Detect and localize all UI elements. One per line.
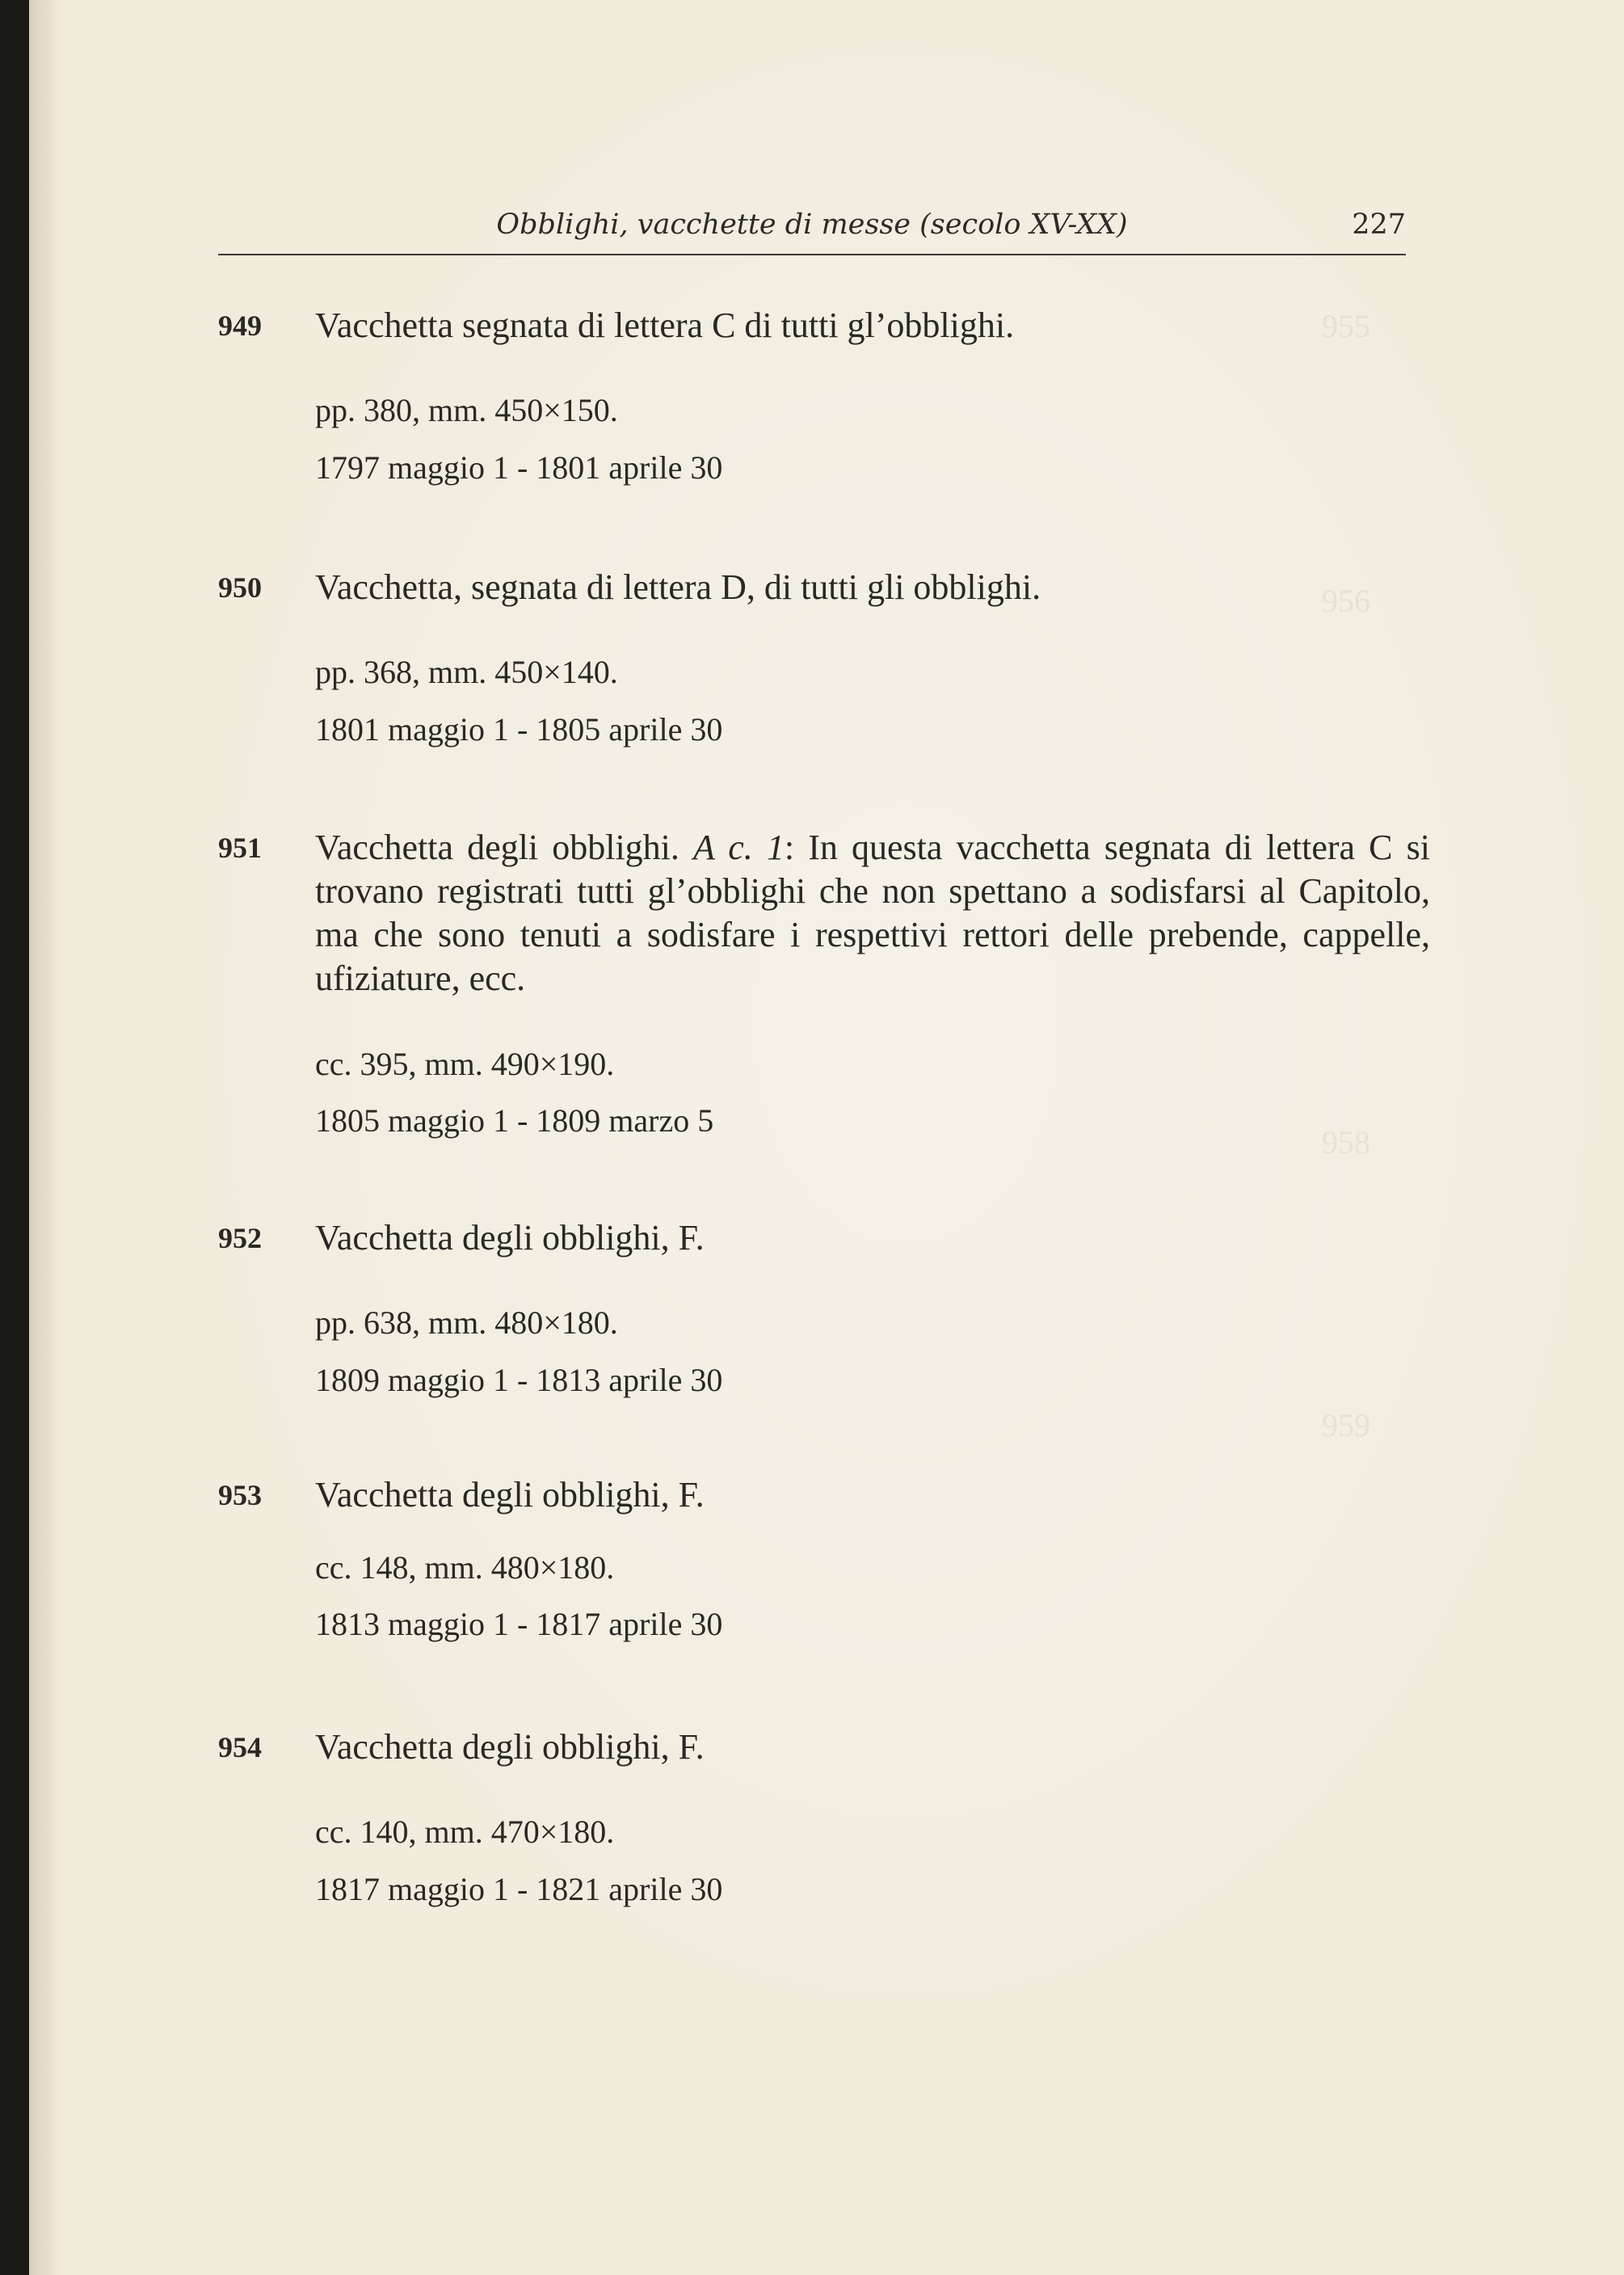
show-through-bleed: 956 [1322, 583, 1370, 619]
entry-title [315, 826, 1430, 1001]
running-head-title: Obblighi, vacchette di messe (secolo XV-XX) [496, 209, 1128, 241]
entry-title-folio-ref: A c. 1 [693, 828, 785, 867]
entry-extent: cc. 395, mm. 490×190. [315, 1046, 615, 1082]
entry-number: 954 [218, 1731, 262, 1763]
entry-extent: cc. 140, mm. 470×180. [315, 1814, 615, 1850]
entry-title-description: : In questa vacchetta segnata di lettera C si trovano registrati tutti gl’obblighi che non spettano a sodisfarsi al Capitolo, ma che sono tenuti a sodisfare i respettivi rettori delle prebende, cappelle, ufiziature, ecc. [315, 828, 1430, 998]
entry-title: Vacchetta degli obblighi, F. [315, 1218, 705, 1258]
document-page [29, 0, 1624, 2275]
entry-dates: 1813 maggio 1 - 1817 aprile 30 [315, 1606, 723, 1642]
show-through-bleed: 958 [1322, 1124, 1370, 1161]
running-head [218, 209, 1406, 255]
entry-number: 953 [218, 1479, 262, 1511]
entry-title: Vacchetta, segnata di lettera D, di tutti gli obblighi. [315, 567, 1041, 607]
entry-title: Vacchetta degli obblighi, F. [315, 1727, 705, 1767]
entry-dates: 1797 maggio 1 - 1801 aprile 30 [315, 449, 723, 486]
entry-extent: pp. 368, mm. 450×140. [315, 654, 618, 690]
entry-number: 950 [218, 571, 262, 604]
entry-dates: 1805 maggio 1 - 1809 marzo 5 [315, 1102, 714, 1139]
show-through-bleed: 959 [1322, 1407, 1370, 1443]
entry-extent: pp. 638, mm. 480×180. [315, 1304, 618, 1341]
show-through-bleed: 955 [1322, 308, 1370, 344]
entry-number: 952 [218, 1222, 262, 1254]
entry-dates: 1817 maggio 1 - 1821 aprile 30 [315, 1871, 723, 1907]
entry-extent: cc. 148, mm. 480×180. [315, 1549, 615, 1586]
entry-dates: 1801 maggio 1 - 1805 aprile 30 [315, 711, 723, 748]
entry-title: Vacchetta degli obblighi, F. [315, 1475, 705, 1515]
entry-title-main: Vacchetta degli obblighi. [315, 828, 679, 867]
entry-number: 951 [218, 832, 262, 864]
page-number: 227 [1352, 209, 1406, 241]
entry-dates: 1809 maggio 1 - 1813 aprile 30 [315, 1362, 723, 1398]
entry-extent: pp. 380, mm. 450×150. [315, 392, 618, 428]
entry-number: 949 [218, 310, 262, 342]
entry-title: Vacchetta segnata di lettera C di tutti gl’obblighi. [315, 305, 1015, 345]
